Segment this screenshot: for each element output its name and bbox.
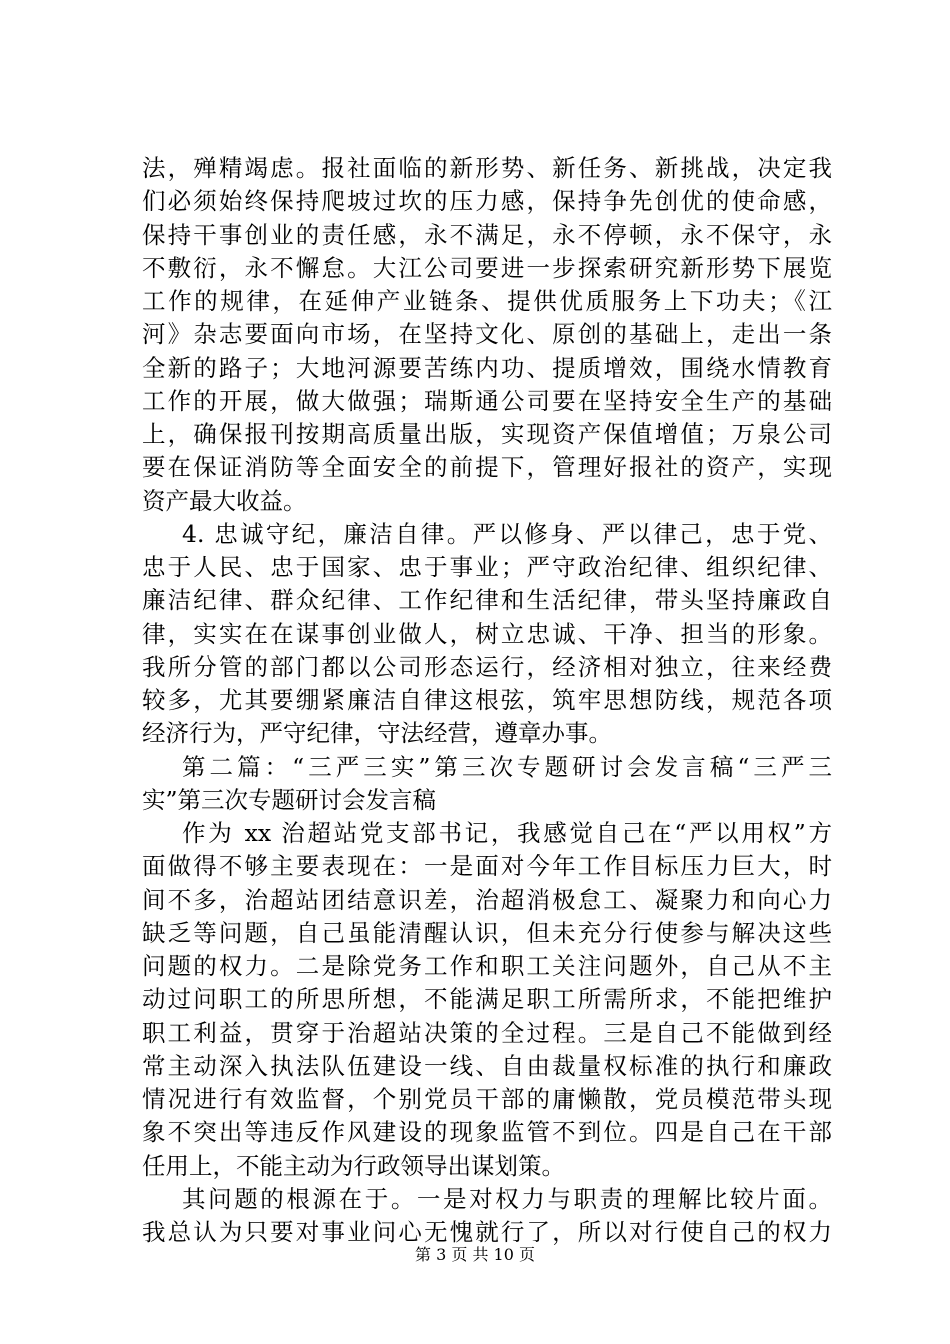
paragraph-end-line: 经济行为，严守纪律，守法经营，遵章办事。 <box>142 719 612 748</box>
text-line: 缺乏等问题，自己虽能清醒认识，但未充分行使参与解决这些 <box>142 918 832 947</box>
text-line: 面做得不够主要表现在：一是面对今年工作目标压力巨大，时 <box>142 852 832 881</box>
text-line: 象不突出等违反作风建设的现象监管不到位。四是自己在干部 <box>142 1118 832 1147</box>
article-title-line: 第二篇：“三严三实”第三次专题研讨会发言稿“三严三 <box>182 752 832 781</box>
text-line: 我所分管的部门都以公司形态运行，经济相对独立，往来经费 <box>142 652 832 681</box>
paragraph-start-line: 作为 xx 治超站党支部书记，我感觉自己在“严以用权”方 <box>182 819 832 847</box>
text-line: 职工利益，贯穿于治超站决策的全过程。三是自己不能做到经 <box>142 1018 832 1047</box>
text-line: 廉洁纪律、群众纪律、工作纪律和生活纪律，带头坚持廉政自 <box>142 586 832 615</box>
paragraph-end-line: 任用上，不能主动为行政领导出谋划策。 <box>142 1151 565 1180</box>
section-heading-line: 4. 忠诚守纪，廉洁自律。严以修身、严以律己，忠于党、 <box>182 519 832 548</box>
text-line: 忠于人民、忠于国家、忠于事业；严守政治纪律、组织纪律、 <box>142 553 832 581</box>
article-title-line: 实”第三次专题研讨会发言稿 <box>142 785 437 814</box>
paragraph-end-line: 资产最大收益。 <box>142 486 307 515</box>
text-line: 全新的路子；大地河源要苦练内功、提质增效，围绕水情教育 <box>142 353 832 382</box>
text-line: 我总认为只要对事业问心无愧就行了，所以对行使自己的权力 <box>142 1218 832 1246</box>
text-line: 常主动深入执法队伍建设一线、自由裁量权标准的执行和廉政 <box>142 1051 832 1080</box>
text-line: 们必须始终保持爬坡过坎的压力感，保持争先创优的使命感， <box>142 187 832 216</box>
text-line: 要在保证消防等全面安全的前提下，管理好报社的资产，实现 <box>142 453 832 482</box>
text-line: 动过问职工的所思所想，不能满足职工所需所求，不能把维护 <box>142 985 832 1014</box>
paragraph-start-line: 其问题的根源在于。一是对权力与职责的理解比较片面。 <box>182 1184 832 1213</box>
text-line: 上，确保报刊按期高质量出版，实现资产保值增值；万泉公司 <box>142 420 832 448</box>
text-line: 问题的权力。二是除党务工作和职工关注问题外，自己从不主 <box>142 952 832 980</box>
text-line: 法，殚精竭虑。报社面临的新形势、新任务、新挑战，决定我 <box>142 154 832 182</box>
text-line: 河》杂志要面向市场，在坚持文化、原创的基础上，走出一条 <box>142 320 832 349</box>
text-line: 工作的规律，在延伸产业链条、提供优质服务上下功夫；《江 <box>142 287 832 315</box>
page-number-footer: 第 3 页 共 10 页 <box>415 1245 535 1264</box>
document-body <box>142 152 832 1249</box>
text-line: 情况进行有效监督，个别党员干部的庸懒散，党员模范带头现 <box>142 1085 832 1113</box>
text-line: 较多，尤其要绷紧廉洁自律这根弦，筑牢思想防线，规范各项 <box>142 686 832 714</box>
text-line: 律，实实在在谋事创业做人，树立忠诚、干净、担当的形象。 <box>142 619 832 648</box>
text-line: 工作的开展，做大做强；瑞斯通公司要在坚持安全生产的基础 <box>142 386 832 415</box>
text-line: 保持干事创业的责任感，永不满足，永不停顿，永不保守，永 <box>142 220 832 249</box>
text-line: 不敷衍，永不懈怠。大江公司要进一步探索研究新形势下展览 <box>142 253 832 282</box>
text-line: 间不多，治超站团结意识差，治超消极怠工、凝聚力和向心力 <box>142 885 832 914</box>
